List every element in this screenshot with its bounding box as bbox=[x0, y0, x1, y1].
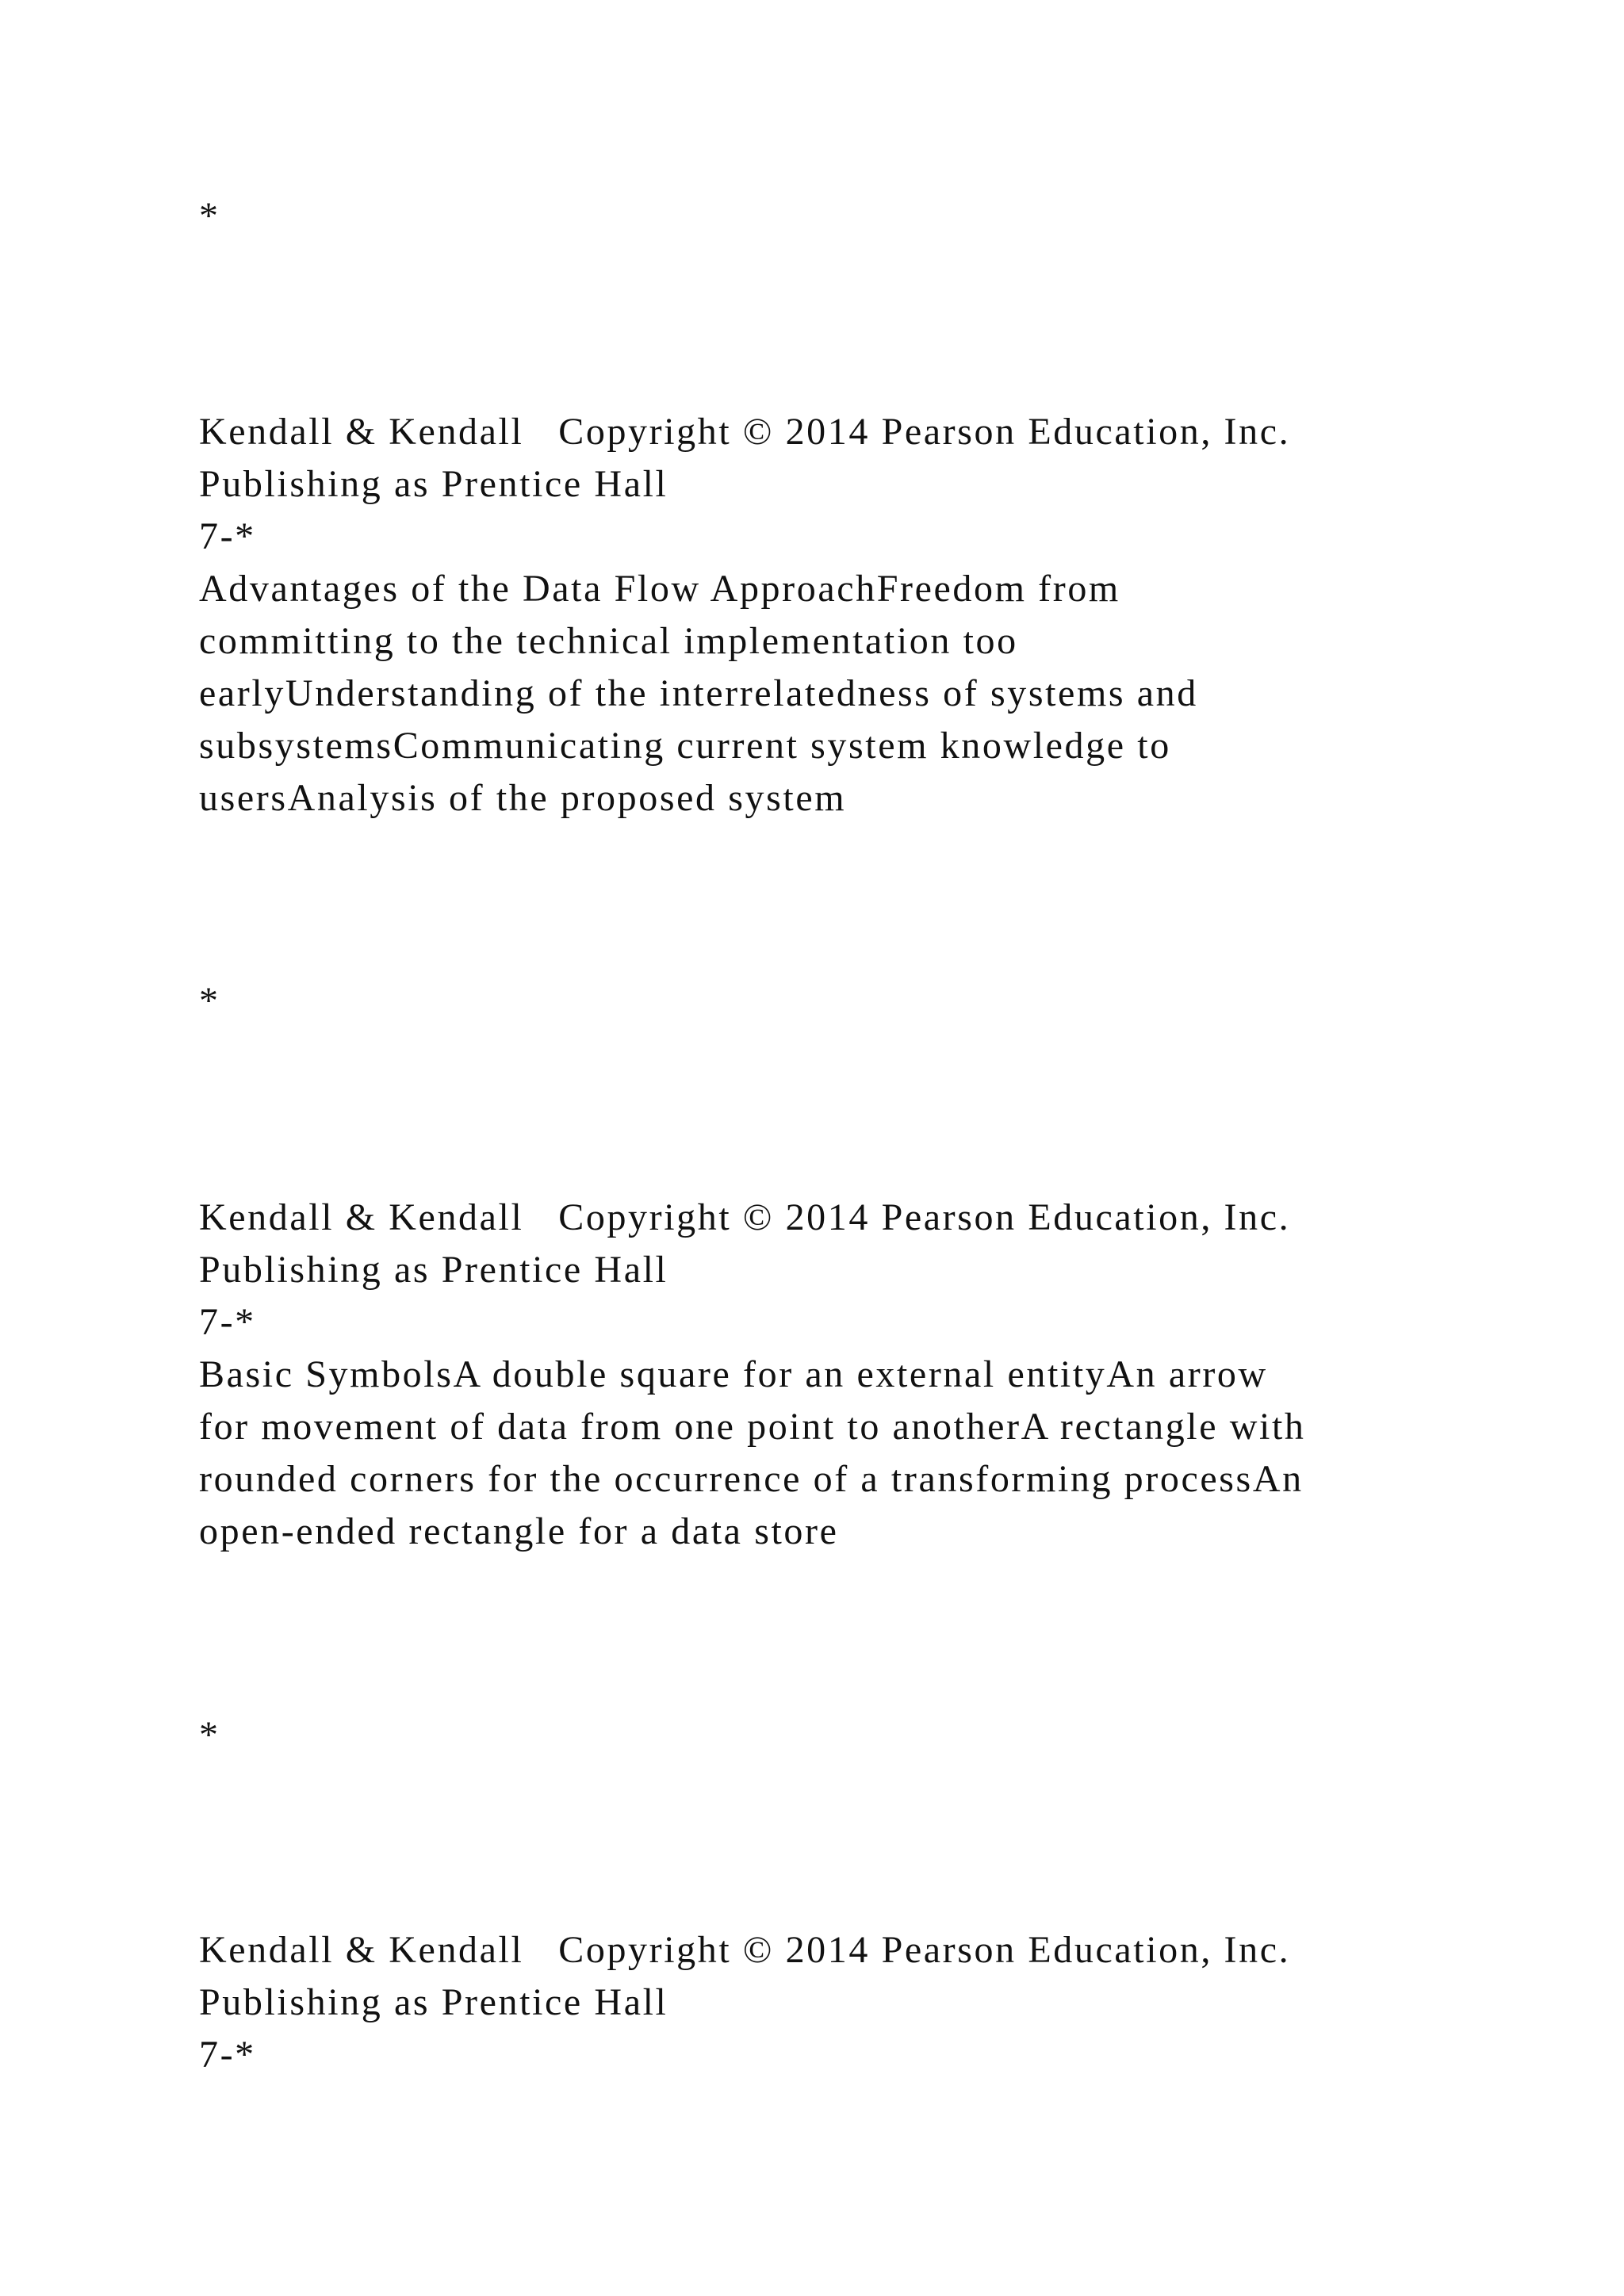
footer-copyright: Kendall & Kendall Copyright © 2014 Pearson Education, Inc. bbox=[199, 411, 1291, 453]
slide-marker: * bbox=[199, 195, 220, 237]
footer-copyright: Kendall & Kendall Copyright © 2014 Pearson Education, Inc. bbox=[199, 1929, 1291, 1971]
body-line: committing to the technical implementation too bbox=[199, 620, 1018, 662]
slide-marker: * bbox=[199, 1714, 220, 1756]
footer-copyright: Kendall & Kendall Copyright © 2014 Pearson Education, Inc. bbox=[199, 1196, 1291, 1238]
body-line: open-ended rectangle for a data store bbox=[199, 1510, 839, 1552]
body-line: usersAnalysis of the proposed system bbox=[199, 777, 847, 819]
footer-publisher: Publishing as Prentice Hall bbox=[199, 1249, 668, 1291]
slide-marker: * bbox=[199, 980, 220, 1022]
footer-publisher: Publishing as Prentice Hall bbox=[199, 463, 668, 505]
slide-number: 7-* bbox=[199, 515, 256, 557]
slide-number: 7-* bbox=[199, 1301, 256, 1343]
body-line: Basic SymbolsA double square for an external entityAn arrow bbox=[199, 1353, 1268, 1395]
body-line: Advantages of the Data Flow ApproachFreedom from bbox=[199, 568, 1120, 610]
body-line: rounded corners for the occurrence of a transforming processAn bbox=[199, 1458, 1304, 1500]
slide-number: 7-* bbox=[199, 2034, 256, 2076]
footer-publisher: Publishing as Prentice Hall bbox=[199, 1981, 668, 2023]
body-line: earlyUnderstanding of the interrelatedness of systems and bbox=[199, 672, 1198, 714]
body-line: subsystemsCommunicating current system knowledge to bbox=[199, 725, 1171, 767]
body-line: for movement of data from one point to anotherA rectangle with bbox=[199, 1406, 1306, 1448]
